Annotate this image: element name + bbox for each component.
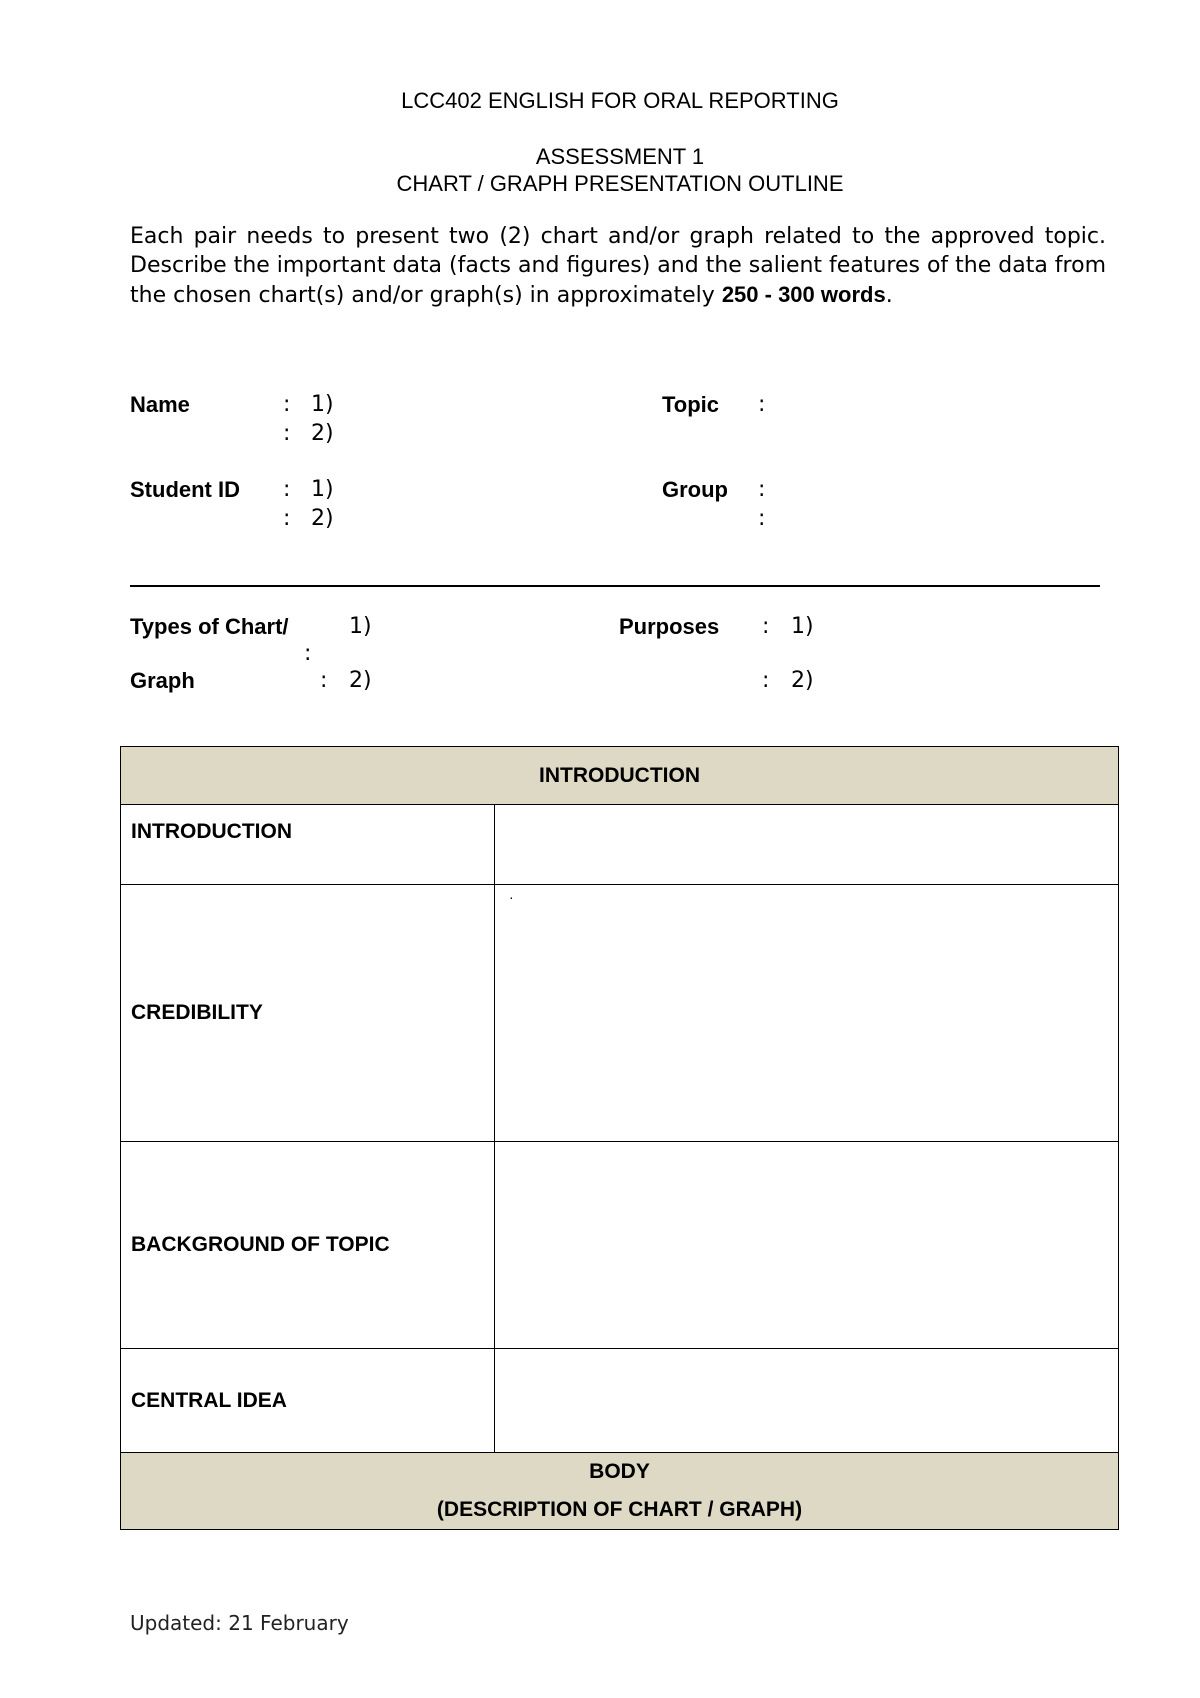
instructions-text: Each pair needs to present two (2) chart and/or graph related to the approved topic. Describe the important data (facts and figures) and the salient features of the data from the chosen chart(s) and/or graph(s) in approximately <box>130 224 1106 308</box>
types-colon-2: : <box>320 668 328 693</box>
student-id-colon-1: : <box>283 477 291 502</box>
group-field-1[interactable]: : <box>758 477 766 502</box>
group-field-2[interactable]: : <box>758 506 766 531</box>
body-header-row <box>121 1453 1119 1530</box>
student-id-field-1[interactable]: 1) <box>311 477 334 502</box>
credibility-row-label: CREDIBILITY <box>121 885 495 1142</box>
central-idea-row-label: CENTRAL IDEA <box>121 1349 495 1453</box>
table-row <box>121 805 1119 885</box>
name-colon-2: : <box>283 421 291 446</box>
table-row <box>121 885 1119 1142</box>
topic-field[interactable]: : <box>758 392 766 417</box>
group-label: Group <box>662 477 728 502</box>
body-header <box>121 1453 1119 1530</box>
table-row <box>121 1142 1119 1349</box>
student-id-colon-2: : <box>283 506 291 531</box>
purposes-label: Purposes <box>619 614 720 639</box>
name-field-1[interactable]: 1) <box>311 392 334 417</box>
instructions-end: . <box>885 283 893 308</box>
course-title: LCC402 ENGLISH FOR ORAL REPORTING <box>401 88 839 113</box>
types-field-1[interactable]: 1) <box>349 614 372 639</box>
updated-footer: Updated: 21 February <box>130 1611 349 1635</box>
introduction-row-input[interactable] <box>495 805 1119 885</box>
background-row-input[interactable] <box>495 1142 1119 1349</box>
topic-label: Topic <box>662 392 720 417</box>
assessment-title: ASSESSMENT 1 <box>535 144 705 169</box>
table-row <box>121 1349 1119 1453</box>
introduction-header-row <box>121 747 1119 805</box>
purposes-field-1[interactable]: 1) <box>791 614 814 639</box>
types-colon-1: : <box>304 641 312 666</box>
name-colon-1: : <box>283 392 291 417</box>
instructions-paragraph <box>130 222 1106 310</box>
section-divider <box>130 585 1100 587</box>
credibility-row-input[interactable]: · <box>495 885 1119 1142</box>
introduction-header: INTRODUCTION <box>121 747 1119 805</box>
outline-table <box>120 746 1119 1530</box>
name-field-2[interactable]: 2) <box>311 421 334 446</box>
outline-subtitle: CHART / GRAPH PRESENTATION OUTLINE <box>396 171 844 196</box>
body-header-subtitle: (DESCRIPTION OF CHART / GRAPH) <box>436 1498 803 1521</box>
purposes-colon-1: : <box>762 614 770 639</box>
body-header-title: BODY <box>589 1460 650 1483</box>
student-id-label: Student ID <box>130 477 240 502</box>
background-row-label: BACKGROUND OF TOPIC <box>121 1142 495 1349</box>
name-label: Name <box>130 392 190 417</box>
types-field-2[interactable]: 2) <box>349 668 372 693</box>
purposes-colon-2: : <box>762 668 770 693</box>
introduction-row-label: INTRODUCTION <box>121 805 495 885</box>
central-idea-row-input[interactable] <box>495 1349 1119 1453</box>
types-label-graph: Graph <box>130 668 195 693</box>
types-label: Types of Chart/ <box>130 614 289 639</box>
purposes-field-2[interactable]: 2) <box>791 668 814 693</box>
student-id-field-2[interactable]: 2) <box>311 506 334 531</box>
word-count-emphasis: 250 - 300 words <box>721 282 886 307</box>
